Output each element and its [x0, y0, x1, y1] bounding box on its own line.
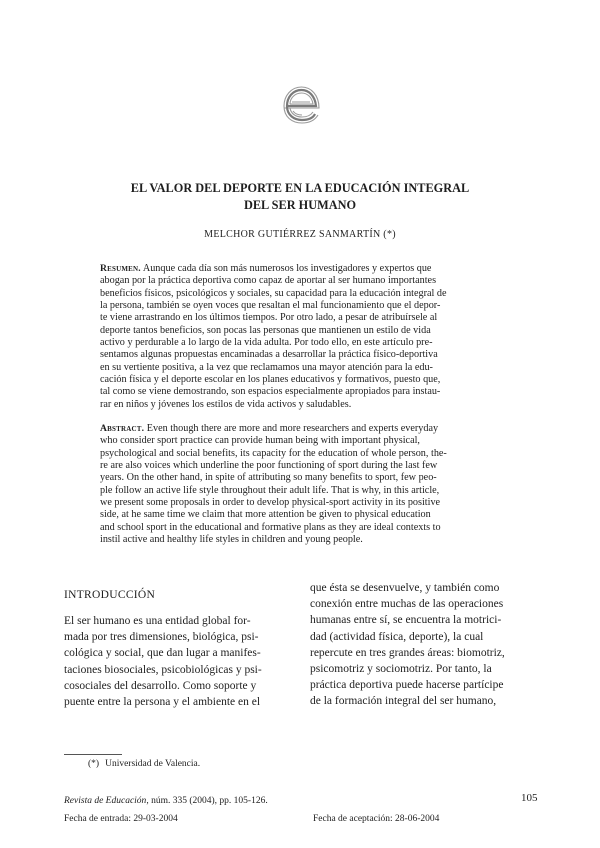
- abstract-line: sentamos algunas propuestas encaminadas a desarrollar la práctica físico-deportiva: [100, 349, 438, 361]
- body-line: taciones biosociales, psicobiológicas y psi-: [64, 663, 262, 676]
- body-line: de la formación integral del ser humano,: [310, 695, 497, 708]
- abstract-line: cación física y el deporte escolar en los planes educativos y formativos, puesto que,: [100, 374, 441, 386]
- abstract-spanish: [100, 263, 504, 411]
- footnote: [88, 759, 200, 769]
- abstract-line: who consider sport practice can provide human being with important physical,: [100, 435, 420, 447]
- abstract-line: la persona, también se oyen voces que resaltan el mal funcionamiento que el depor-: [100, 300, 441, 312]
- body-column-left: [64, 613, 294, 710]
- abstract-line: activo y perdurable a lo largo de la vida adulta. Por todo ello, en este artículo pre-: [100, 337, 433, 349]
- abstract-line: beneficios físicos, psicológicos y sociales, su capacidad para la educación integral de: [100, 287, 447, 299]
- abstract-line: side, at he same time we claim that more attention be given to physical education: [100, 509, 431, 521]
- body-line: humanas entre sí, se encuentra la motrici-: [310, 614, 502, 627]
- abstract-english: [100, 423, 504, 546]
- author-name: MELCHOR GUTIÉRREZ SANMARTÍN (*): [204, 229, 396, 240]
- abstract-line: instil active and healthy life styles in children and young people.: [100, 534, 363, 546]
- abstract-line: te viene arrastrando en los últimos tiempos. Por otro lado, a pesar de atribuírsele al: [100, 312, 438, 324]
- title-line-2: DEL SER HUMANO: [243, 198, 357, 212]
- body-line: cológica y social, que dan lugar a manifes-: [64, 647, 261, 660]
- body-line: cosociales del desarrollo. Como soporte y: [64, 679, 257, 692]
- footnote-divider: [64, 754, 122, 755]
- abstract-line: ple follow an active life style throughout their adult life. That is why, in this article,: [100, 484, 440, 496]
- abstract-line: Resumen. Aunque cada día son más numerosos los investigadores y expertos que: [100, 263, 432, 274]
- abstract-line: deporte tantos beneficios, son pocas las personas que mantienen un estilo de vida: [100, 324, 431, 336]
- article-title: [60, 180, 540, 214]
- journal-e-logo-icon: [279, 75, 324, 125]
- body-line: conexión entre muchas de las operaciones: [310, 598, 504, 611]
- body-line: mada por tres dimensiones, biológica, psi-: [64, 631, 259, 644]
- date-accepted: Fecha de aceptación: 28-06-2004: [313, 814, 440, 824]
- abstract-line: re are also voices which underline the poor functioning of sport during the last few: [100, 460, 438, 472]
- abstract-label-es: Resumen.: [100, 263, 141, 274]
- body-line: puente entre la persona y el ambiente en el: [64, 695, 261, 708]
- abstract-line: Abstract. Even though there are more and more researchers and experts everyday: [100, 423, 439, 434]
- body-line: dad (actividad física, deporte), la cual: [310, 630, 484, 643]
- date-received: Fecha de entrada: 29-03-2004: [64, 814, 178, 824]
- body-line: psicomotriz y sociomotriz. Por tanto, la: [310, 662, 492, 675]
- abstract-line: and school sport in the educational and formative plans as they are ideal contexts to: [100, 521, 441, 533]
- title-line-1: EL VALOR DEL DEPORTE EN LA EDUCACIÓN INTEGRAL: [130, 181, 470, 195]
- abstract-line: rar en niños y jóvenes los estilos de vida activos y saludables.: [100, 398, 352, 410]
- journal-details: , núm. 335 (2004), pp. 105-126.: [146, 796, 268, 806]
- abstract-line: we present some proposals in order to develop physical-sport activity in its positive: [100, 497, 441, 509]
- abstract-line: years. On the other hand, in spite of attributing so many benefits to sport, few peo-: [100, 472, 437, 484]
- body-line: práctica deportiva puede hacerse partícipe: [310, 679, 504, 692]
- abstract-label-en: Abstract.: [100, 423, 145, 434]
- abstract-line: psychological and social benefits, its capacity for the education of whole person, the-: [100, 447, 447, 459]
- body-line: El ser humano es una entidad global for-: [64, 615, 251, 627]
- footnote-mark: (*): [88, 759, 100, 769]
- abstract-line: abogan por la práctica deportiva como capaz de aportar al ser humano importantes: [100, 275, 437, 287]
- body-column-right: [310, 580, 540, 710]
- journal-logo: [279, 75, 324, 125]
- body-line: repercute en tres grandes áreas: biomotriz,: [310, 646, 505, 659]
- abstract-line: tal como se viene demostrando, son espacios especialmente apropiados para instau-: [100, 386, 441, 398]
- footnote-text: Universidad de Valencia.: [105, 759, 201, 769]
- section-heading: INTRODUCCIÓN: [64, 589, 156, 601]
- abstract-line: en su vertiente positiva, a la vez que reclamamos una mayor atención para la edu-: [100, 361, 433, 373]
- page-number: 105: [521, 792, 538, 804]
- journal-name: Revista de Educación: [64, 796, 147, 806]
- journal-citation: [64, 796, 268, 806]
- body-line: que ésta se desenvuelve, y también como: [310, 582, 500, 594]
